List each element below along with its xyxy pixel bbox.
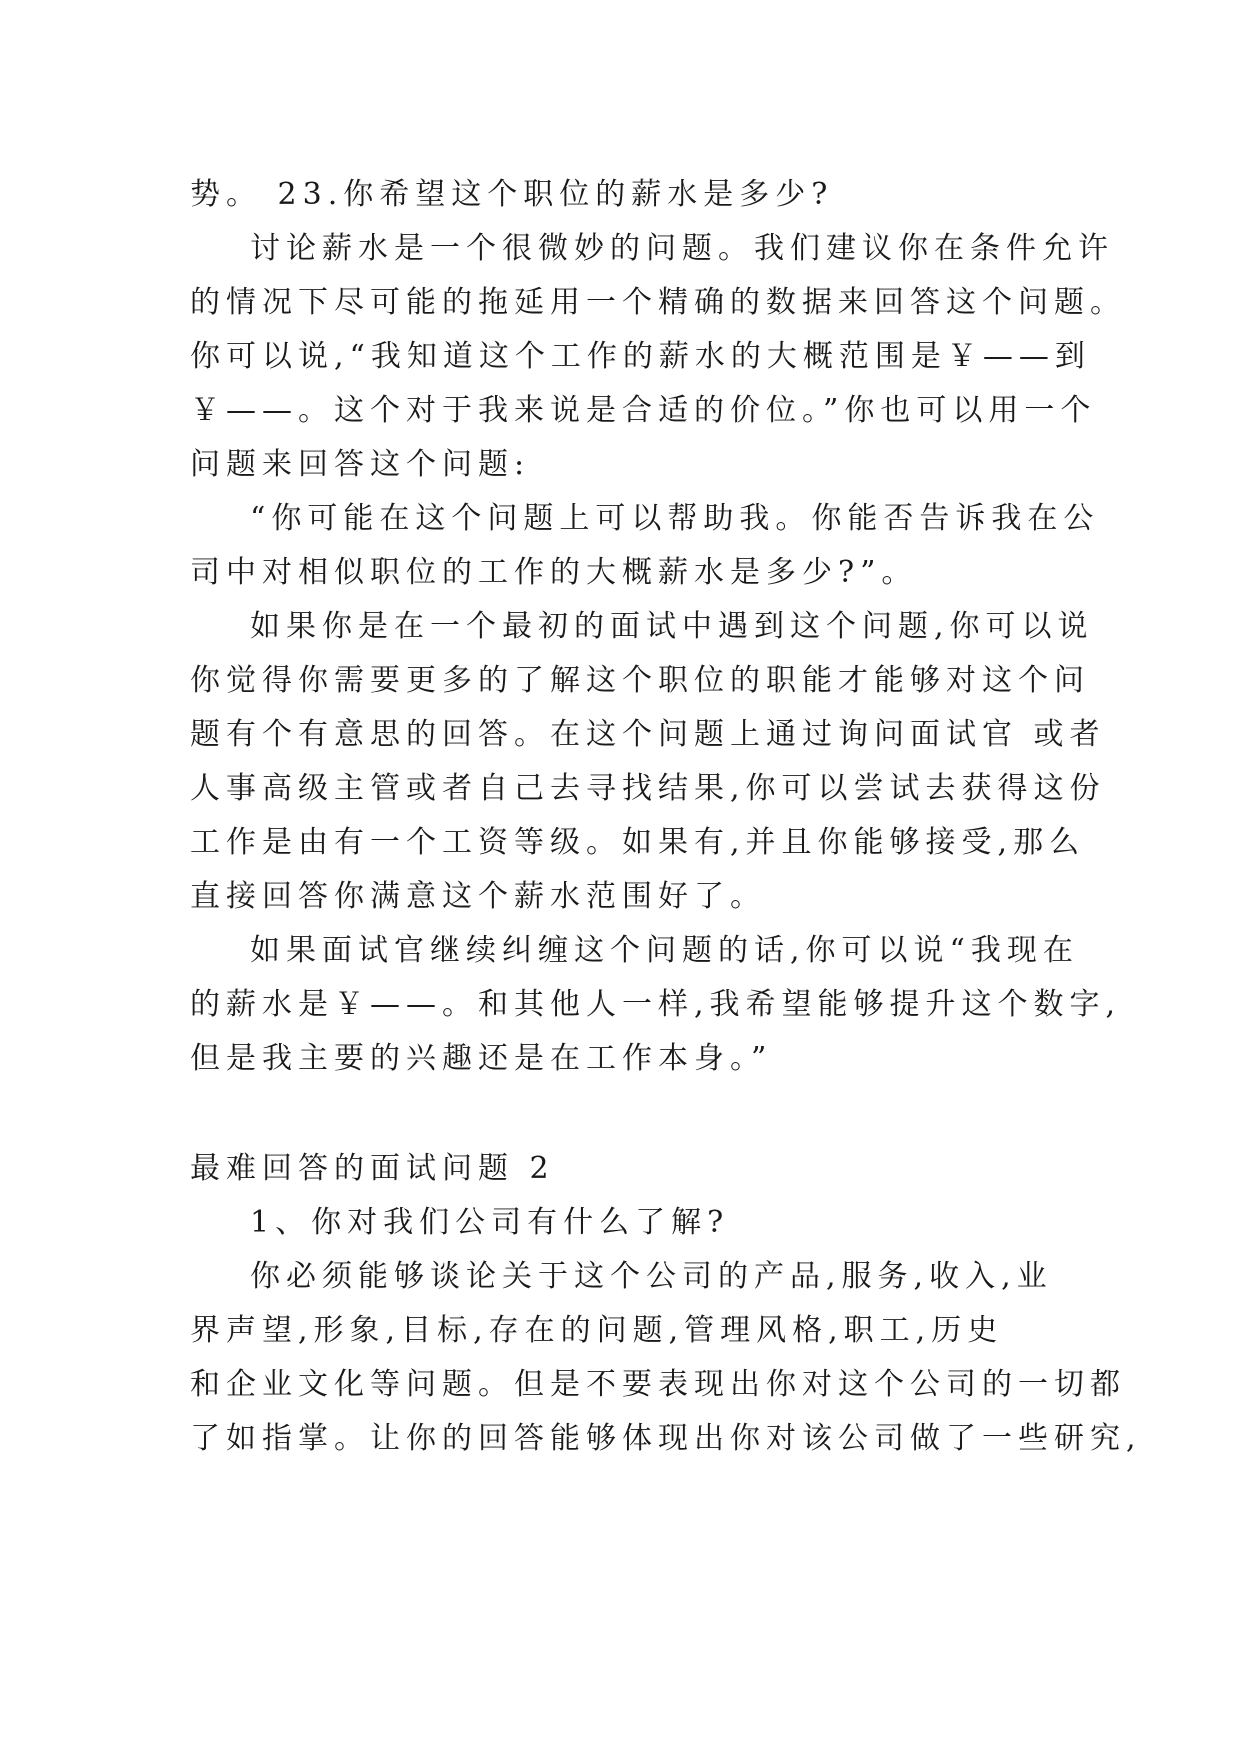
text-line: 了如指掌。让你的回答能够体现出你对该公司做了一些研究, [190,1421,1142,1456]
text-line: 工作是由有一个工资等级。如果有,并且你能够接受,那么 [190,825,1086,860]
text-line: “你可能在这个问题上可以帮助我。你能否告诉我在公 [250,501,1100,536]
text-line: 1、你对我们公司有什么了解? [250,1205,730,1240]
text-line: 你必须能够谈论关于这个公司的产品,服务,收入,业 [250,1259,1053,1294]
text-block-company-knowledge [190,1196,1142,1466]
text-line: 你可以说,“我知道这个工作的薪水的大概范围是￥——到 [190,339,1091,374]
text-line: 如果面试官继续纠缠这个问题的话,你可以说“我现在 [250,933,1079,968]
text-line: ￥——。这个对于我来说是合适的价位。”你也可以用一个 [190,393,1097,428]
text-line: 但是我主要的兴趣还是在工作本身。” [190,1041,773,1076]
text-line: 问题来回答这个问题: [190,447,531,482]
text-line: 人事高级主管或者自己去寻找结果,你可以尝试去获得这份 [190,771,1106,806]
text-block-salary [190,168,1126,1086]
text-line: 直接回答你满意这个薪水范围好了。 [190,879,766,914]
text-line: 界声望,形象,目标,存在的问题,管理风格,职工,历史 [190,1313,1004,1348]
text-line: 讨论薪水是一个很微妙的问题。我们建议你在条件允许 [250,231,1114,266]
text-line: 势。 23.你希望这个职位的薪水是多少? [190,177,834,212]
text-line: 司中对相似职位的工作的大概薪水是多少?”。 [190,555,918,590]
text-line: 的情况下尽可能的拖延用一个精确的数据来回答这个问题。 [190,285,1126,320]
section-title: 最难回答的面试问题 2 [190,1151,555,1186]
text-line: 题有个有意思的回答。在这个问题上通过询问面试官 或者 [190,717,1106,752]
text-line: 如果你是在一个最初的面试中遇到这个问题,你可以说 [250,609,1094,644]
text-line: 和企业文化等问题。但是不要表现出你对这个公司的一切都 [190,1367,1126,1402]
section-gap [190,1086,1060,1142]
text-line: 你觉得你需要更多的了解这个职位的职能才能够对这个问 [190,663,1090,698]
text-line: 的薪水是￥——。和其他人一样,我希望能够提升这个数字, [190,987,1122,1022]
document-body [190,168,1142,1466]
